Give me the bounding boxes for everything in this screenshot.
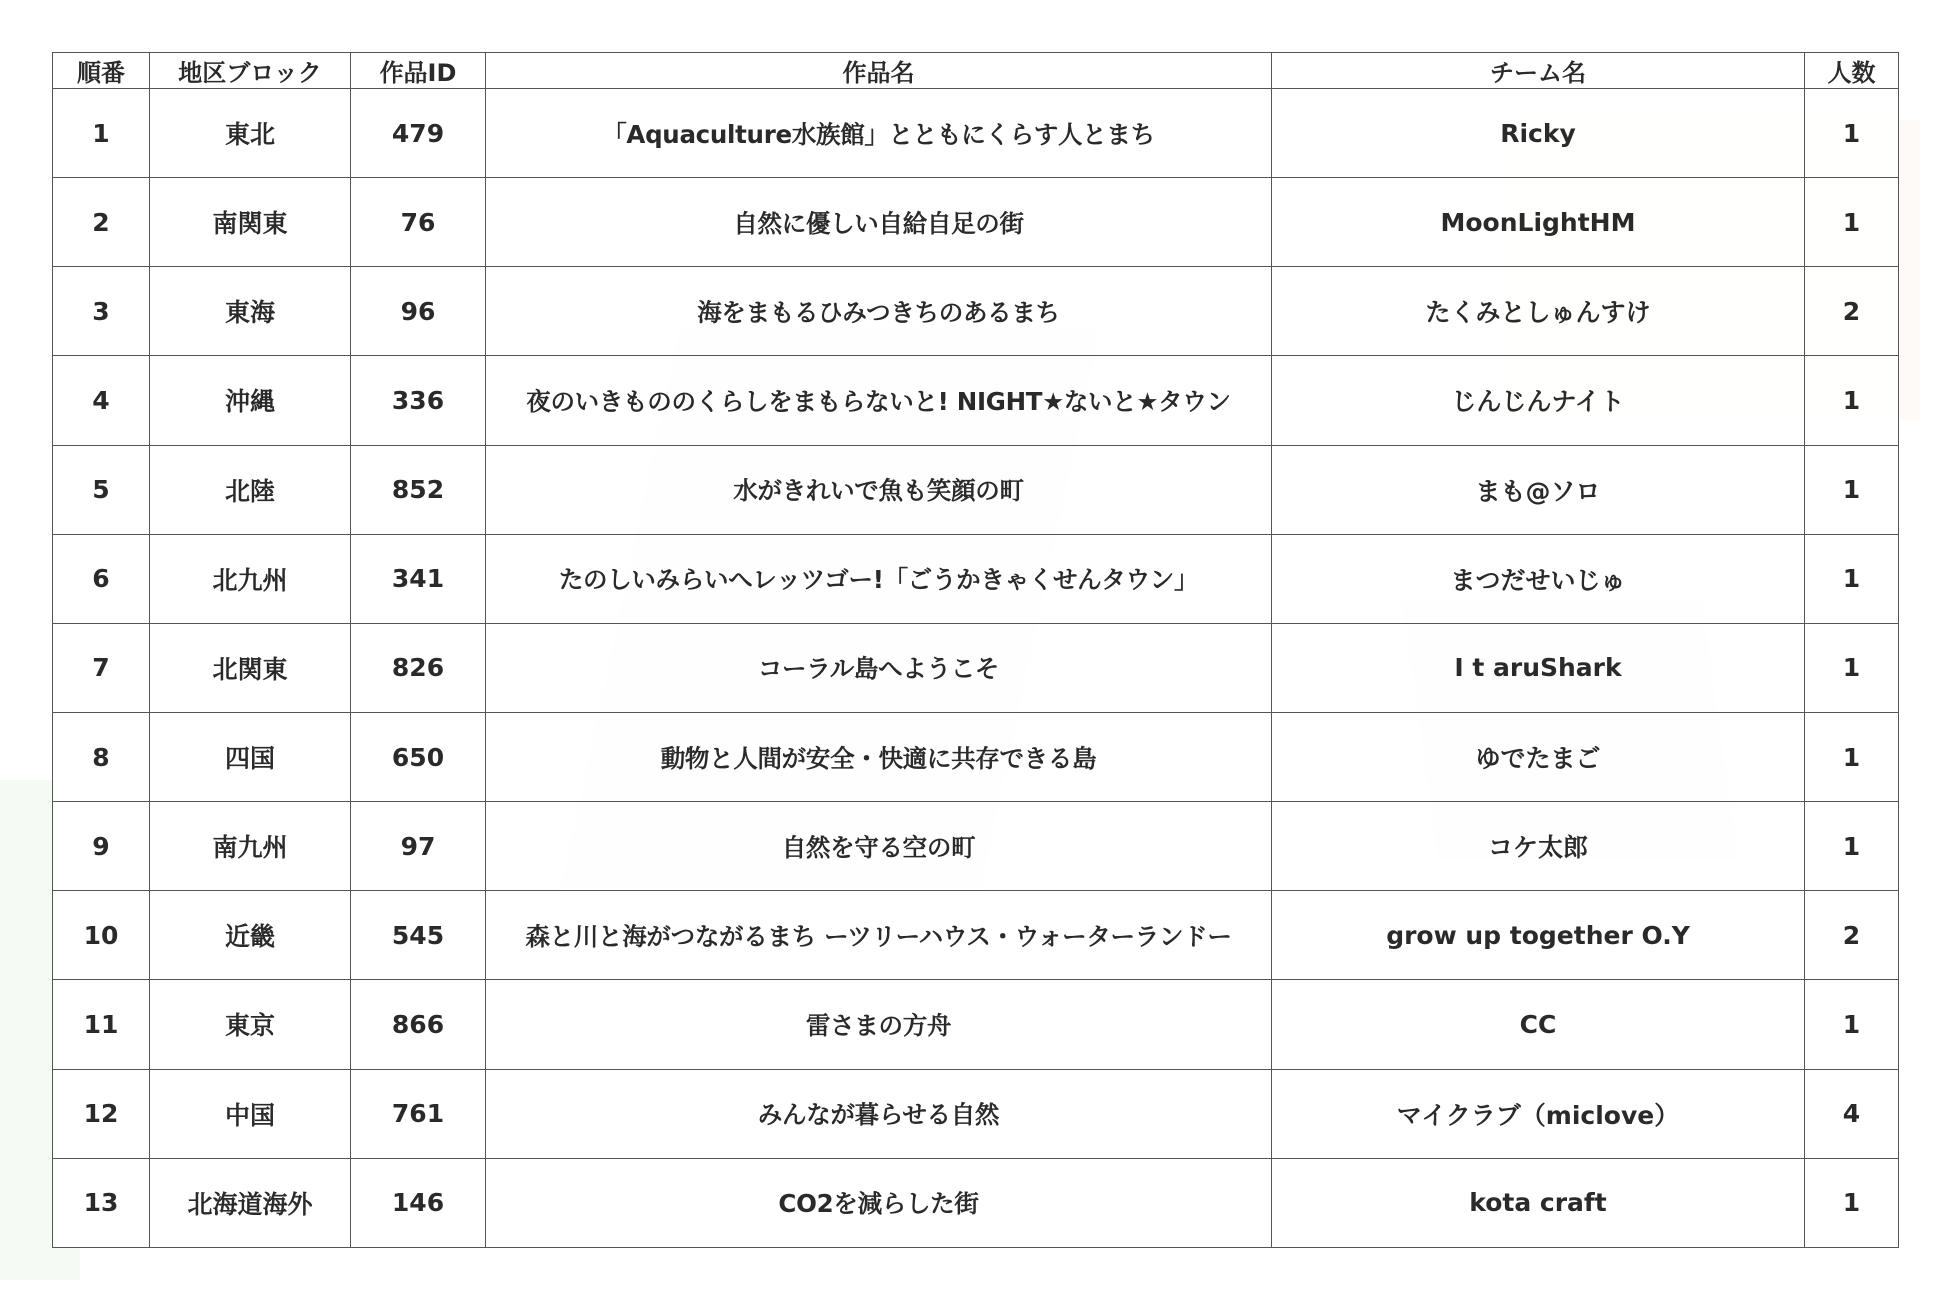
table-row	[53, 178, 1899, 267]
region-cell: 東海	[150, 267, 351, 356]
work-id-cell: 545	[351, 891, 486, 980]
table-row	[53, 445, 1899, 534]
members-cell: 1	[1805, 623, 1899, 712]
work-id-cell: 866	[351, 980, 486, 1069]
work-id-cell: 341	[351, 534, 486, 623]
title-cell: 動物と人間が安全・快適に共存できる島	[486, 712, 1272, 801]
rank-cell: 10	[53, 891, 150, 980]
title-cell: 夜のいきもののくらしをまもらないと! NIGHT★ないと★タウン	[486, 356, 1272, 445]
region-cell: 南九州	[150, 802, 351, 891]
work-id-cell: 76	[351, 178, 486, 267]
rank-cell: 11	[53, 980, 150, 1069]
header-members: 人数	[1805, 53, 1899, 89]
team-cell: マイクラブ（miclove）	[1272, 1069, 1805, 1158]
members-cell: 1	[1805, 802, 1899, 891]
table-row	[53, 89, 1899, 178]
table-row	[53, 712, 1899, 801]
work-id-cell: 761	[351, 1069, 486, 1158]
table-row	[53, 267, 1899, 356]
table-row	[53, 623, 1899, 712]
title-cell: 森と川と海がつながるまち ーツリーハウス・ウォーターランドー	[486, 891, 1272, 980]
table-row	[53, 802, 1899, 891]
header-team: チーム名	[1272, 53, 1805, 89]
work-id-cell: 826	[351, 623, 486, 712]
table-row	[53, 1158, 1899, 1247]
header-region: 地区ブロック	[150, 53, 351, 89]
team-cell: まも@ソロ	[1272, 445, 1805, 534]
rank-cell: 12	[53, 1069, 150, 1158]
table-row	[53, 534, 1899, 623]
region-cell: 北陸	[150, 445, 351, 534]
members-cell: 2	[1805, 891, 1899, 980]
work-id-cell: 96	[351, 267, 486, 356]
team-cell: まつだせいじゅ	[1272, 534, 1805, 623]
table-row	[53, 980, 1899, 1069]
title-cell: 自然を守る空の町	[486, 802, 1272, 891]
header-rank: 順番	[53, 53, 150, 89]
team-cell: たくみとしゅんすけ	[1272, 267, 1805, 356]
team-cell: ゆでたまご	[1272, 712, 1805, 801]
rank-cell: 7	[53, 623, 150, 712]
team-cell: CC	[1272, 980, 1805, 1069]
table-row	[53, 1069, 1899, 1158]
members-cell: 1	[1805, 534, 1899, 623]
team-cell: MoonLightHM	[1272, 178, 1805, 267]
rank-cell: 9	[53, 802, 150, 891]
work-id-cell: 336	[351, 356, 486, 445]
region-cell: 沖縄	[150, 356, 351, 445]
rank-cell: 13	[53, 1158, 150, 1247]
region-cell: 北九州	[150, 534, 351, 623]
rank-cell: 5	[53, 445, 150, 534]
members-cell: 1	[1805, 712, 1899, 801]
region-cell: 北海道海外	[150, 1158, 351, 1247]
title-cell: 水がきれいで魚も笑顔の町	[486, 445, 1272, 534]
title-cell: 「Aquaculture水族館」とともにくらす人とまち	[486, 89, 1272, 178]
header-title: 作品名	[486, 53, 1272, 89]
members-cell: 1	[1805, 178, 1899, 267]
title-cell: 海をまもるひみつきちのあるまち	[486, 267, 1272, 356]
rank-cell: 4	[53, 356, 150, 445]
title-cell: みんなが暮らせる自然	[486, 1069, 1272, 1158]
table-row	[53, 356, 1899, 445]
title-cell: CO2を減らした街	[486, 1158, 1272, 1247]
region-cell: 東北	[150, 89, 351, 178]
region-cell: 四国	[150, 712, 351, 801]
members-cell: 1	[1805, 1158, 1899, 1247]
team-cell: kota craft	[1272, 1158, 1805, 1247]
work-id-cell: 146	[351, 1158, 486, 1247]
title-cell: たのしいみらいへレッツゴー!「ごうかきゃくせんタウン」	[486, 534, 1272, 623]
region-cell: 北関東	[150, 623, 351, 712]
work-id-cell: 852	[351, 445, 486, 534]
members-cell: 1	[1805, 356, 1899, 445]
team-cell: I t aruShark	[1272, 623, 1805, 712]
rank-cell: 2	[53, 178, 150, 267]
members-cell: 1	[1805, 445, 1899, 534]
header-row	[53, 53, 1899, 89]
title-cell: 自然に優しい自給自足の街	[486, 178, 1272, 267]
rank-cell: 6	[53, 534, 150, 623]
members-cell: 4	[1805, 1069, 1899, 1158]
table-row	[53, 891, 1899, 980]
members-cell: 1	[1805, 89, 1899, 178]
team-cell: コケ太郎	[1272, 802, 1805, 891]
region-cell: 南関東	[150, 178, 351, 267]
title-cell: コーラル島へようこそ	[486, 623, 1272, 712]
team-cell: grow up together O.Y	[1272, 891, 1805, 980]
work-id-cell: 97	[351, 802, 486, 891]
work-id-cell: 479	[351, 89, 486, 178]
region-cell: 近畿	[150, 891, 351, 980]
rank-cell: 3	[53, 267, 150, 356]
results-table	[52, 52, 1899, 1248]
team-cell: じんじんナイト	[1272, 356, 1805, 445]
members-cell: 2	[1805, 267, 1899, 356]
rank-cell: 8	[53, 712, 150, 801]
region-cell: 中国	[150, 1069, 351, 1158]
members-cell: 1	[1805, 980, 1899, 1069]
header-work-id: 作品ID	[351, 53, 486, 89]
region-cell: 東京	[150, 980, 351, 1069]
title-cell: 雷さまの方舟	[486, 980, 1272, 1069]
work-id-cell: 650	[351, 712, 486, 801]
team-cell: Ricky	[1272, 89, 1805, 178]
rank-cell: 1	[53, 89, 150, 178]
